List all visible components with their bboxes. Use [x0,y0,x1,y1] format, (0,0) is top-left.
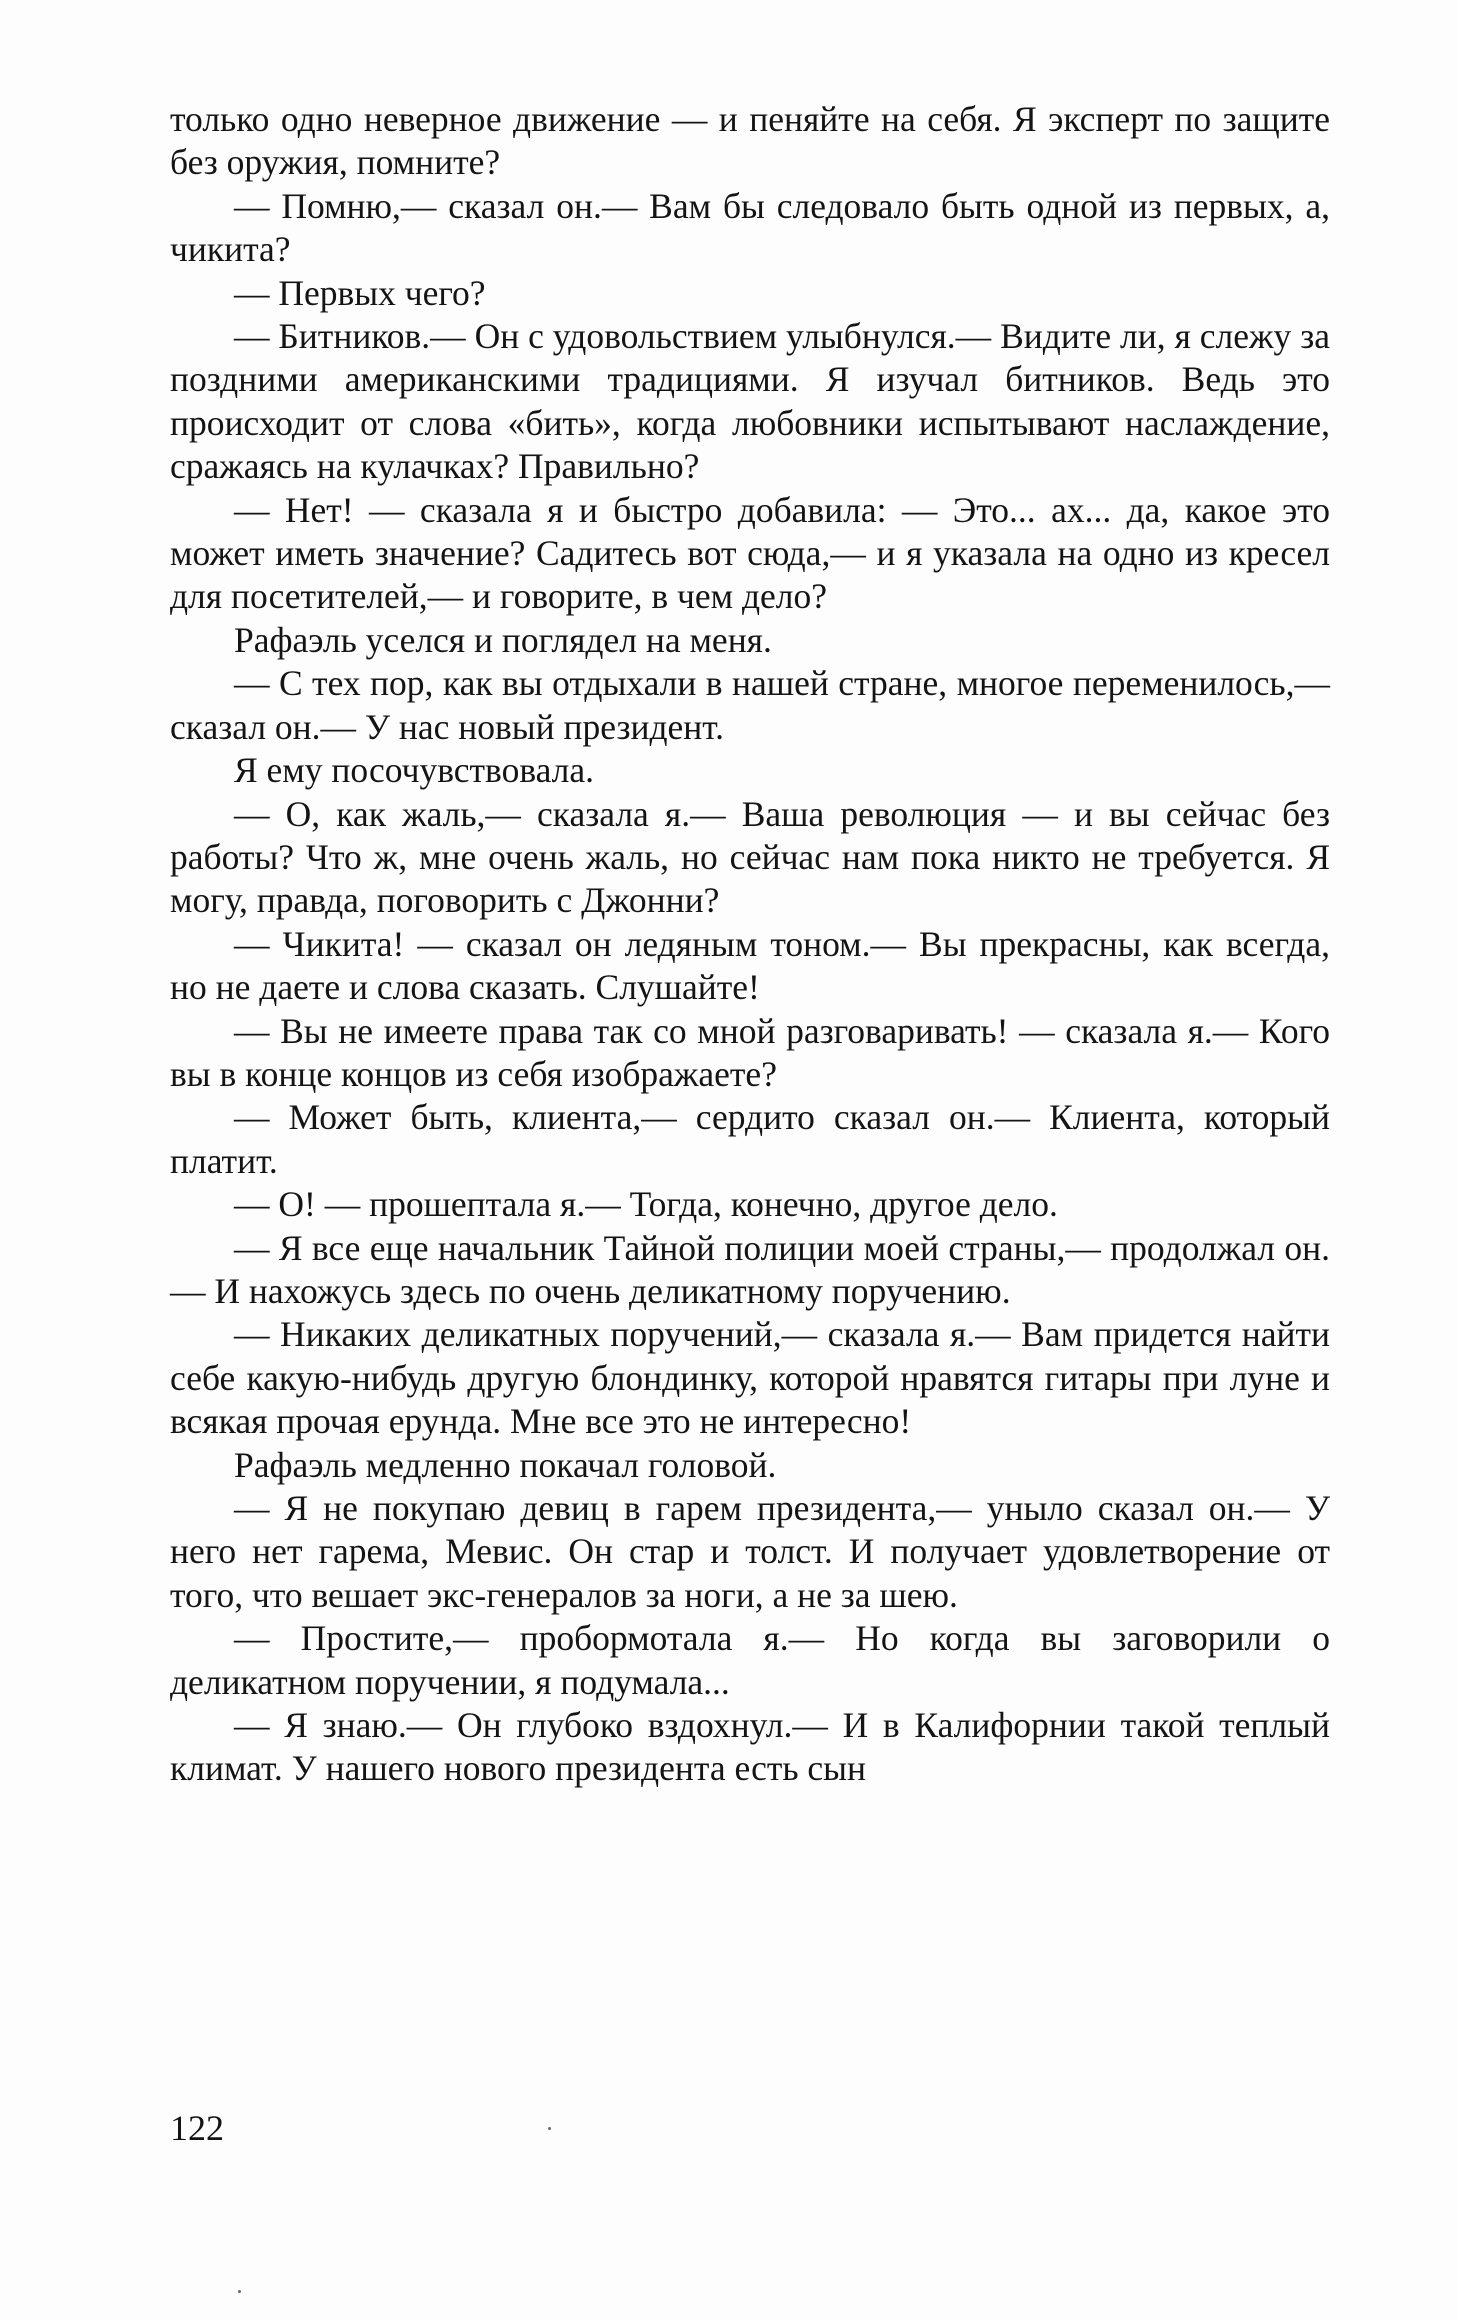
paragraph: — Я знаю.— Он глубоко вздохнул.— И в Калифорнии такой теплый климат. У нашего нового президента есть сын [170,1705,1330,1789]
paragraph: — Первых чего? [234,272,486,313]
paragraph: — Вы не имеете права так со мной разговаривать! — сказала я.— Кого вы в конце концов из себя изображаете? [170,1010,1330,1094]
paragraph: Рафаэль уселся и поглядел на меня. [234,619,772,660]
paragraph: — Чикита! — сказал он ледяным тоном.— Вы прекрасны, как всегда, но не даете и слова сказать. Слушайте! [170,923,1330,1008]
paragraph: — Никаких деликатных поручений,— сказала я.— Вам придется найти себе какую-нибудь другую блондинку, которой нравятся гитары при луне и всякая прочая ерунда. Мне все это не интересно! [170,1314,1330,1442]
paragraph: Рафаэль медленно покачал головой. [234,1444,777,1485]
scan-speck [548,2127,551,2130]
paragraph: — О! — прошептала я.— Тогда, конечно, другое дело. [234,1184,1058,1225]
paragraph: — Я не покупаю девиц в гарем президента,— уныло сказал он.— У него нет гарема, Мевис. Он стар и толст. И получает удовлетворение от того, что вешает экс-генералов за ноги, а не за шею. [170,1488,1330,1615]
paragraph: — Нет! — сказала я и быстро добавила: — Это... ах... да, какое это может иметь значение? Садитесь вот сюда,— и я указала на одно из кресел для посетителей,— и говорите, в чем дело? [170,489,1330,617]
paragraph-continuation: только одно неверное движение — и пеняйте на себя. Я эксперт по защите без оружия, помните? [170,99,1330,183]
paragraph: — О, как жаль,— сказала я.— Ваша революция — и вы сейчас без работы? Что ж, мне очень жаль, но сейчас нам пока никто не требуется. Я могу, правда, поговорить с Джонни? [170,793,1330,921]
paragraph: — С тех пор, как вы отдыхали в нашей стране, многое переменилось,— сказал он.— У нас новый президент. [170,663,1330,747]
paragraph: — Простите,— пробормотала я.— Но когда вы заговорили о деликатном поручении, я подумала... [170,1618,1330,1702]
paragraph: — Я все еще начальник Тайной полиции моей страны,— продолжал он.— И нахожусь здесь по очень деликатному поручению. [170,1227,1330,1311]
paragraph: — Может быть, клиента,— сердито сказал он.— Клиента, который платит. [170,1097,1330,1181]
body-text [170,98,1330,1791]
paragraph: Я ему посочувствовала. [234,750,595,791]
scan-speck [238,2290,241,2293]
paragraph: — Помню,— сказал он.— Вам бы следовало быть одной из первых, а, чикита? [170,185,1330,270]
page-number: 122 [170,2108,224,2148]
paragraph: — Битников.— Он с удовольствием улыбнулся.— Видите ли, я слежу за поздними американскими традициями. Я изучал битников. Ведь это происходит от слова «бить», когда любовники испытывают наслаждение, сражаясь на кулачках? Правильно? [170,316,1330,487]
